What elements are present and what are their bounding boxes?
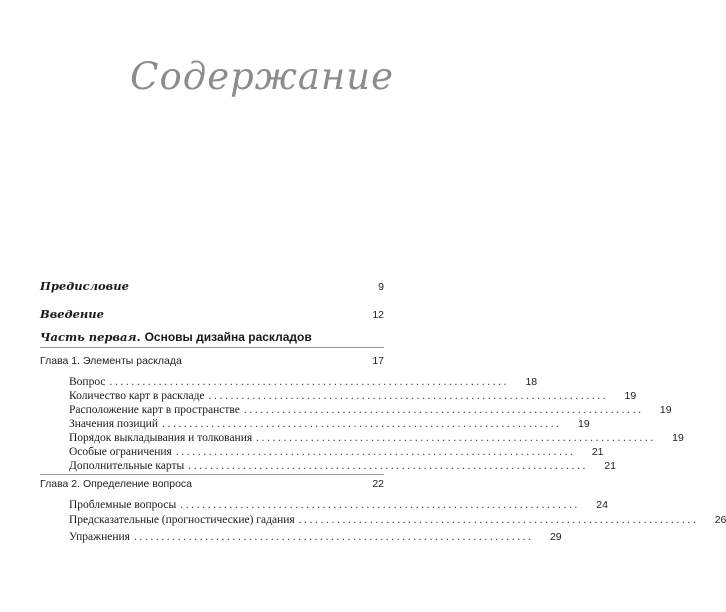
toc-page-number: 22 <box>372 478 384 490</box>
dot-leader: ......................................................................... <box>188 460 588 472</box>
toc-page-number: 24 <box>596 499 608 511</box>
dot-leader: ......................................................................... <box>180 499 580 511</box>
toc-entry-label: Введение <box>40 307 104 321</box>
toc-section[interactable] <box>69 404 672 416</box>
toc-page-number: 21 <box>604 460 616 472</box>
toc-section-label: Количество карт в раскладе <box>69 390 205 402</box>
toc-section[interactable] <box>69 376 538 388</box>
toc-section-label: Проблемные вопросы <box>69 499 177 511</box>
toc-page-number: 26 <box>714 514 726 526</box>
toc-entry-label: Предисловие <box>40 279 129 293</box>
toc-section[interactable] <box>69 418 590 430</box>
toc-section[interactable] <box>69 390 637 402</box>
dot-leader: ......................................................................... <box>243 404 644 416</box>
toc-entry-preface[interactable] <box>40 279 384 293</box>
toc-entry-introduction[interactable] <box>40 307 384 321</box>
toc-section[interactable] <box>69 531 562 543</box>
toc-part-heading <box>40 330 384 344</box>
toc-page-number: 18 <box>525 376 538 388</box>
toc-section[interactable] <box>69 460 616 472</box>
toc-section[interactable] <box>69 446 604 458</box>
page-title: Содержание <box>130 55 394 98</box>
toc-chapter-1[interactable] <box>40 355 384 367</box>
toc-page-number: 19 <box>672 432 684 444</box>
toc-section-label: Особые ограничения <box>69 446 172 458</box>
toc-section-label: Предсказательные (прогностические) гадания <box>69 514 295 526</box>
toc-page-number: 21 <box>591 446 604 458</box>
divider <box>40 474 384 475</box>
divider <box>40 347 384 348</box>
toc-page-number: 19 <box>578 418 590 430</box>
toc-chapter-2[interactable] <box>40 478 384 490</box>
toc-section-label: Упражнения <box>69 531 130 543</box>
toc-page-number: 12 <box>372 309 384 321</box>
toc-section[interactable] <box>69 432 684 444</box>
toc-page-number: 19 <box>659 404 672 416</box>
dot-leader: ......................................................................... <box>133 531 534 543</box>
toc-page-number: 17 <box>372 355 384 367</box>
dot-leader: ......................................................................... <box>256 432 656 444</box>
toc-chapter-label: Глава 1. Элементы расклада <box>40 355 182 367</box>
toc-section-label: Порядок выкладывания и толкования <box>69 432 253 444</box>
part-prefix: Часть первая. <box>40 330 141 344</box>
part-title: Основы дизайна раскладов <box>144 330 312 344</box>
dot-leader: ......................................................................... <box>298 514 699 526</box>
toc-page-number: 9 <box>378 281 384 293</box>
toc-page-number: 29 <box>549 531 562 543</box>
toc-section-label: Расположение карт в пространстве <box>69 404 240 416</box>
toc-section-label: Значения позиций <box>69 418 158 430</box>
dot-leader: ......................................................................... <box>109 376 510 388</box>
toc-section-label: Вопрос <box>69 376 106 388</box>
toc-chapter-label: Глава 2. Определение вопроса <box>40 478 193 490</box>
dot-leader: ......................................................................... <box>162 418 562 430</box>
toc-page-number: 19 <box>624 390 637 402</box>
toc-section-label: Дополнительные карты <box>69 460 185 472</box>
dot-leader: ......................................................................... <box>208 390 609 402</box>
toc-section[interactable] <box>69 499 608 511</box>
dot-leader: ......................................................................... <box>175 446 576 458</box>
toc-section[interactable] <box>69 514 726 526</box>
